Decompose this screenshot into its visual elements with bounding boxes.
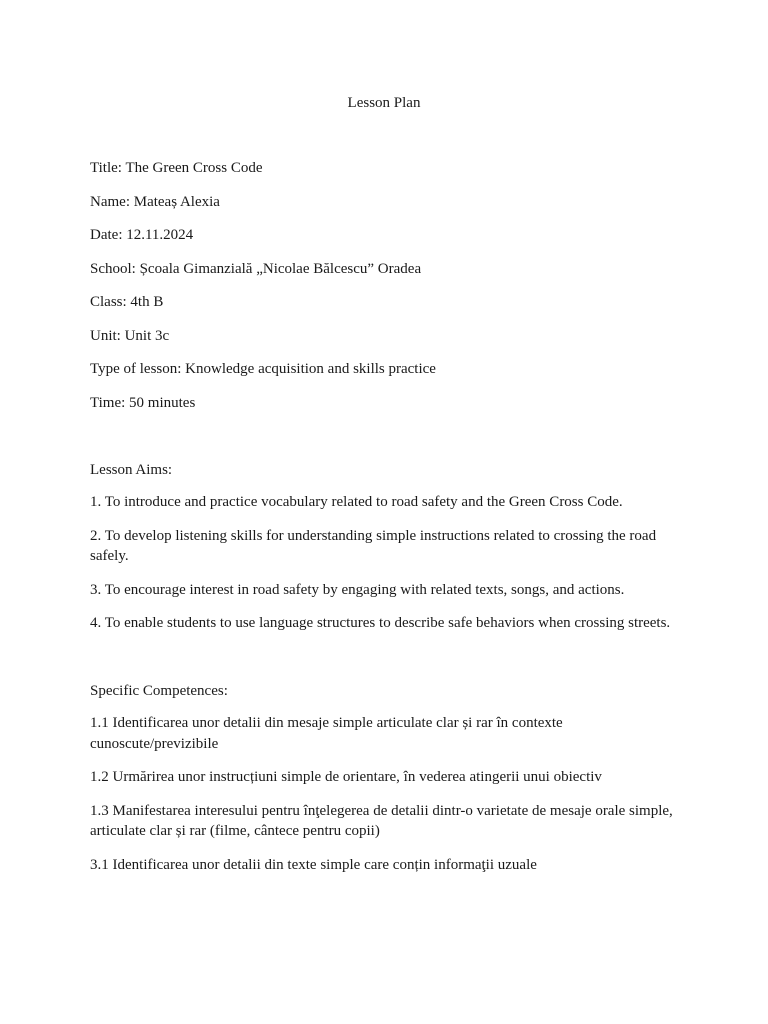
aims-list: [90, 492, 690, 647]
info-name: Name: Mateaș Alexia: [90, 193, 220, 210]
competence-item: 3.1 Identificarea unor detalii din texte simple care conțin informaţii uzuale: [90, 856, 537, 873]
aim-item: 4. To enable students to use language structures to describe safe behaviors when crossing streets.: [90, 615, 671, 631]
info-time: Time: 50 minutes: [90, 394, 196, 411]
competences-heading: [90, 681, 690, 702]
info-date: Date: 12.11.2024: [90, 227, 194, 243]
info-class: Class: 4th B: [90, 294, 164, 310]
competences-heading-text: Specific Competences:: [90, 683, 228, 699]
info-lesson-type: Type of lesson: Knowledge acquisition and skills practice: [90, 361, 436, 377]
aims-heading-text: Lesson Aims:: [90, 462, 173, 478]
aim-item: 2. To develop listening skills for understanding simple instructions related to crossing the road safely.: [90, 527, 657, 564]
info-school: School: Școala Gimanzială „Nicolae Bălcescu” Oradea: [90, 260, 422, 277]
lesson-info: [90, 158, 690, 426]
document-title: Lesson Plan: [347, 95, 421, 111]
competence-item: 1.2 Urmărirea unor instrucțiuni simple de orientare, în vederea atingerii unui obiectiv: [90, 769, 602, 785]
aim-item: 1. To introduce and practice vocabulary related to road safety and the Green Cross Code.: [90, 494, 623, 510]
competences-list: [90, 713, 690, 888]
info-unit: Unit: Unit 3c: [90, 327, 170, 344]
info-title: Title: The Green Cross Code: [90, 160, 263, 176]
aims-heading: [90, 460, 690, 481]
competence-item: 1.3 Manifestarea interesului pentru înţelegerea de detalii dintr-o varietate de mesaje orale simple, articulate clar și rar (filme, cântece pentru copii): [90, 802, 673, 839]
aim-item: 3. To encourage interest in road safety by engaging with related texts, songs, and actions.: [90, 581, 625, 598]
competence-item: 1.1 Identificarea unor detalii din mesaje simple articulate clar și rar în contexte cunoscute/previzibile: [90, 715, 563, 752]
